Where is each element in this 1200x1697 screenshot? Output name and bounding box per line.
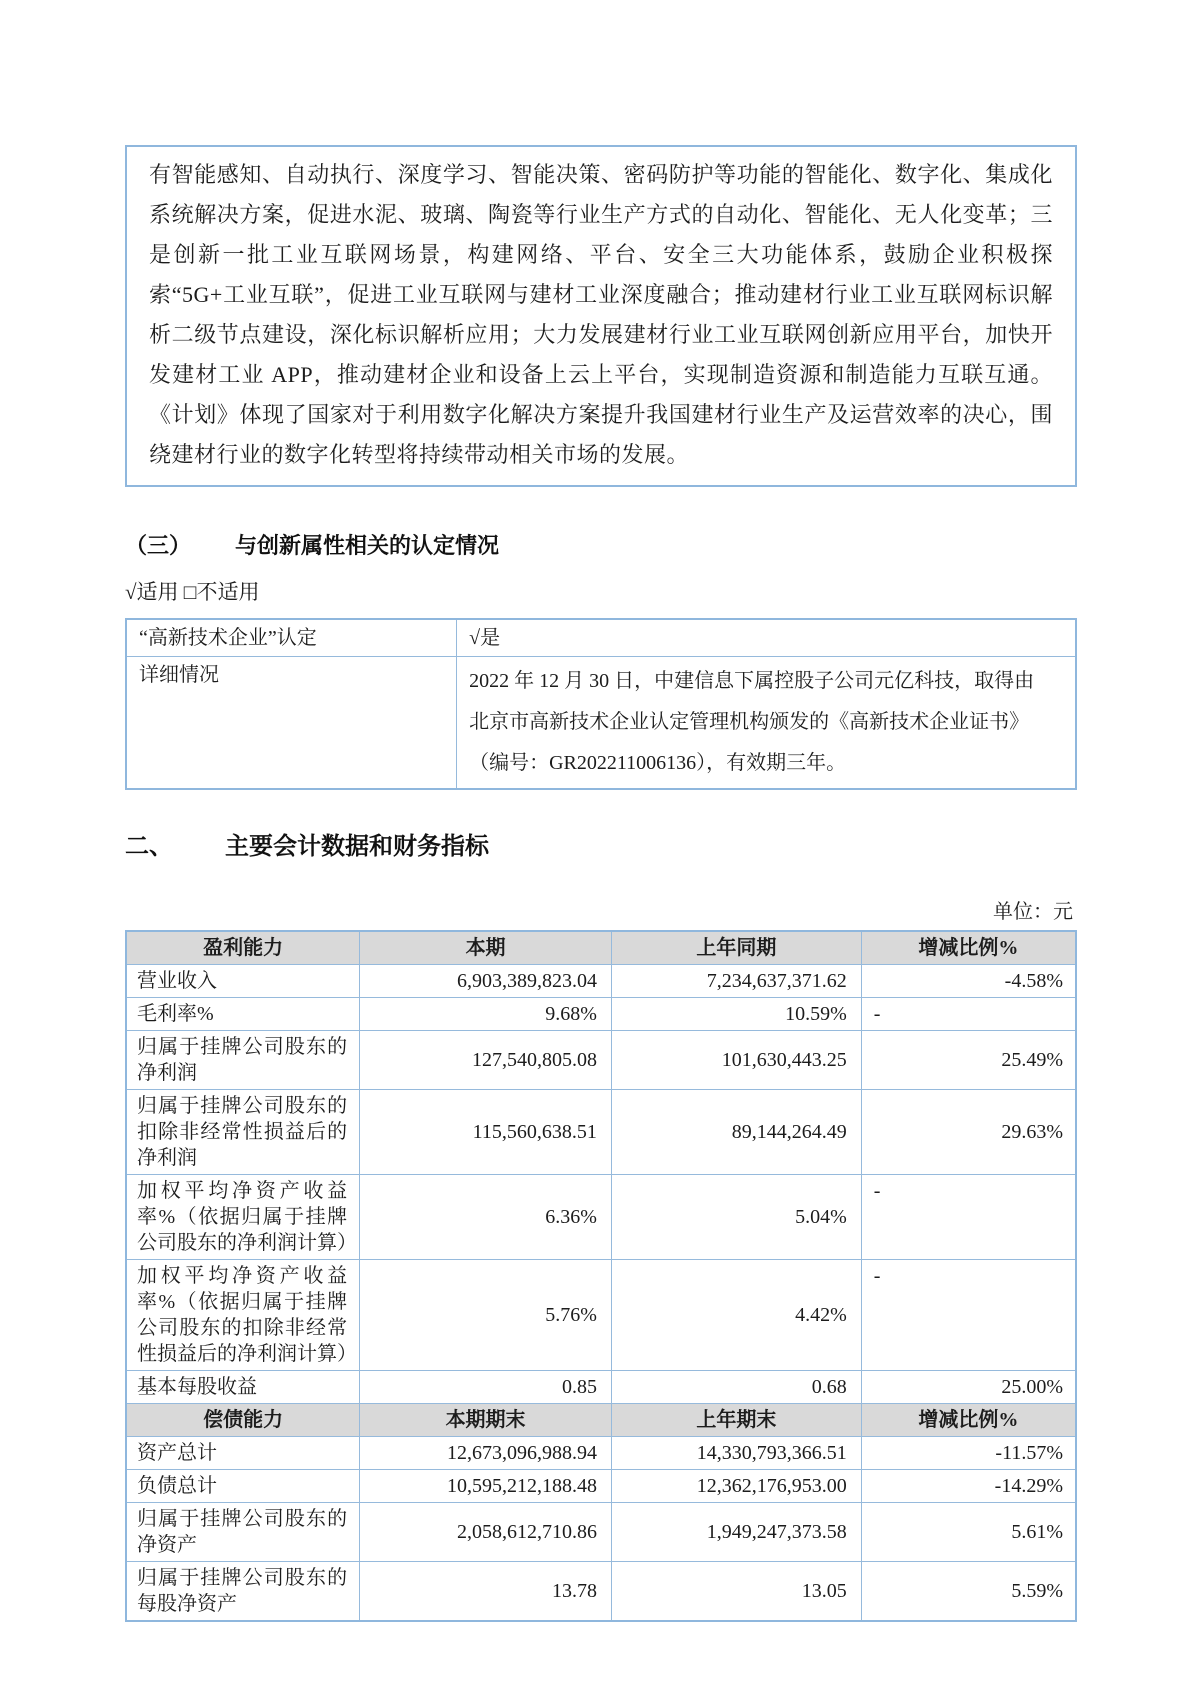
- row-prior-value: 101,630,443.25: [611, 1031, 861, 1090]
- row-change-value: 25.00%: [861, 1371, 1076, 1404]
- cert-table-row: [126, 657, 1076, 790]
- table-row-net-profit-deducted: [126, 1090, 1076, 1175]
- row-label: 归属于挂牌公司股东的每股净资产: [126, 1562, 360, 1622]
- row-change-value: 5.59%: [861, 1562, 1076, 1622]
- table-row-net-profit: [126, 1031, 1076, 1090]
- row-prior-value: 0.68: [611, 1371, 861, 1404]
- cert-detail-line-2: 北京市高新技术企业认定管理机构颁发的《高新技术企业证书》: [469, 711, 1030, 733]
- unit-label: 单位：元: [993, 901, 1073, 923]
- debt-header-category: 偿债能力: [126, 1404, 360, 1437]
- table-row-roe: [126, 1175, 1076, 1260]
- row-current-value: 12,673,096,988.94: [360, 1437, 612, 1470]
- cert-table-row: [126, 619, 1076, 657]
- row-label: 基本每股收益: [126, 1371, 360, 1404]
- cert-label-detail: 详细情况: [126, 657, 457, 790]
- row-change-value: -: [861, 1260, 1076, 1371]
- row-change-value: 5.61%: [861, 1503, 1076, 1562]
- table-row-total-liabilities: [126, 1470, 1076, 1503]
- row-label: 归属于挂牌公司股东的扣除非经常性损益后的净利润: [126, 1090, 360, 1175]
- row-current-value: 6.36%: [360, 1175, 612, 1260]
- row-current-value: 0.85: [360, 1371, 612, 1404]
- row-change-value: 25.49%: [861, 1031, 1076, 1090]
- row-current-value: 115,560,638.51: [360, 1090, 612, 1175]
- section-3-heading: [125, 529, 1077, 560]
- section-2-title: 主要会计数据和财务指标: [225, 833, 489, 860]
- row-label: 归属于挂牌公司股东的净资产: [126, 1503, 360, 1562]
- intro-paragraph-box: [125, 145, 1077, 487]
- row-change-value: -14.29%: [861, 1470, 1076, 1503]
- profit-header-change: 增减比例%: [861, 931, 1076, 965]
- section-3-title: 与创新属性相关的认定情况: [235, 533, 500, 558]
- row-label: 加权平均净资产收益率%（依据归属于挂牌公司股东的净利润计算）: [126, 1175, 360, 1260]
- cert-value-hightech: √是: [457, 619, 1076, 657]
- certification-table: [125, 618, 1077, 790]
- cert-value-detail: [457, 657, 1076, 790]
- row-prior-value: 7,234,637,371.62: [611, 965, 861, 998]
- table-row-eps: [126, 1371, 1076, 1404]
- table-row-revenue: [126, 965, 1076, 998]
- row-prior-value: 14,330,793,366.51: [611, 1437, 861, 1470]
- profit-header-prior: 上年同期: [611, 931, 861, 965]
- row-prior-value: 89,144,264.49: [611, 1090, 861, 1175]
- financial-table: [125, 930, 1077, 1622]
- row-change-value: -4.58%: [861, 965, 1076, 998]
- debt-header-current: 本期期末: [360, 1404, 612, 1437]
- row-current-value: 2,058,612,710.86: [360, 1503, 612, 1562]
- section-2-number: 二、: [125, 833, 173, 860]
- row-label: 负债总计: [126, 1470, 360, 1503]
- cert-label-hightech: “高新技术企业”认定: [126, 619, 457, 657]
- row-label: 归属于挂牌公司股东的净利润: [126, 1031, 360, 1090]
- row-prior-value: 1,949,247,373.58: [611, 1503, 861, 1562]
- row-label: 毛利率%: [126, 998, 360, 1031]
- table-row-total-assets: [126, 1437, 1076, 1470]
- profit-header-row: [126, 931, 1076, 965]
- row-label: 资产总计: [126, 1437, 360, 1470]
- section-3-number: （三）: [125, 533, 192, 558]
- section-2-heading: [125, 826, 1077, 861]
- debt-header-prior: 上年期末: [611, 1404, 861, 1437]
- row-current-value: 6,903,389,823.04: [360, 965, 612, 998]
- table-row-net-assets-per-share: [126, 1562, 1076, 1622]
- row-change-value: -: [861, 1175, 1076, 1260]
- profit-header-category: 盈利能力: [126, 931, 360, 965]
- row-prior-value: 5.04%: [611, 1175, 861, 1260]
- row-current-value: 9.68%: [360, 998, 612, 1031]
- row-current-value: 10,595,212,188.48: [360, 1470, 612, 1503]
- row-current-value: 5.76%: [360, 1260, 612, 1371]
- cert-detail-line-3: （编号：GR202211006136），有效期三年。: [469, 752, 847, 774]
- debt-header-row: [126, 1404, 1076, 1437]
- document-page: [125, 0, 1077, 1622]
- applicability-line: √适用 □不适用: [125, 580, 260, 604]
- row-change-value: 29.63%: [861, 1090, 1076, 1175]
- table-row-gross-margin: [126, 998, 1076, 1031]
- table-row-roe-deducted: [126, 1260, 1076, 1371]
- row-label: 营业收入: [126, 965, 360, 998]
- intro-paragraph: 有智能感知、自动执行、深度学习、智能决策、密码防护等功能的智能化、数字化、集成化系统解决方案，促进水泥、玻璃、陶瓷等行业生产方式的自动化、智能化、无人化变革；三是创新一批工业互联网场景，构建网络、平台、安全三大功能体系，鼓励企业积极探索“5G+工业互联”，促进工业互联网与建材工业深度融合；推动建材行业工业互联网标识解析二级节点建设，深化标识解析应用；大力发展建材行业工业互联网创新应用平台，加快开发建材工业 APP，推动建材企业和设备上云上平台，实现制造资源和制造能力互联互通。《计划》体现了国家对于利用数字化解决方案提升我国建材行业生产及运营效率的决心，围绕建材行业的数字化转型将持续带动相关市场的发展。: [149, 162, 1053, 467]
- table-row-net-assets: [126, 1503, 1076, 1562]
- row-prior-value: 12,362,176,953.00: [611, 1470, 861, 1503]
- debt-header-change: 增减比例%: [861, 1404, 1076, 1437]
- row-prior-value: 10.59%: [611, 998, 861, 1031]
- row-label: 加权平均净资产收益率%（依据归属于挂牌公司股东的扣除非经常性损益后的净利润计算）: [126, 1260, 360, 1371]
- row-prior-value: 4.42%: [611, 1260, 861, 1371]
- row-current-value: 13.78: [360, 1562, 612, 1622]
- row-prior-value: 13.05: [611, 1562, 861, 1622]
- row-current-value: 127,540,805.08: [360, 1031, 612, 1090]
- cert-detail-line-1: 2022 年 12 月 30 日，中建信息下属控股子公司元亿科技，取得由: [469, 670, 1035, 692]
- profit-header-current: 本期: [360, 931, 612, 965]
- row-change-value: -: [861, 998, 1076, 1031]
- row-change-value: -11.57%: [861, 1437, 1076, 1470]
